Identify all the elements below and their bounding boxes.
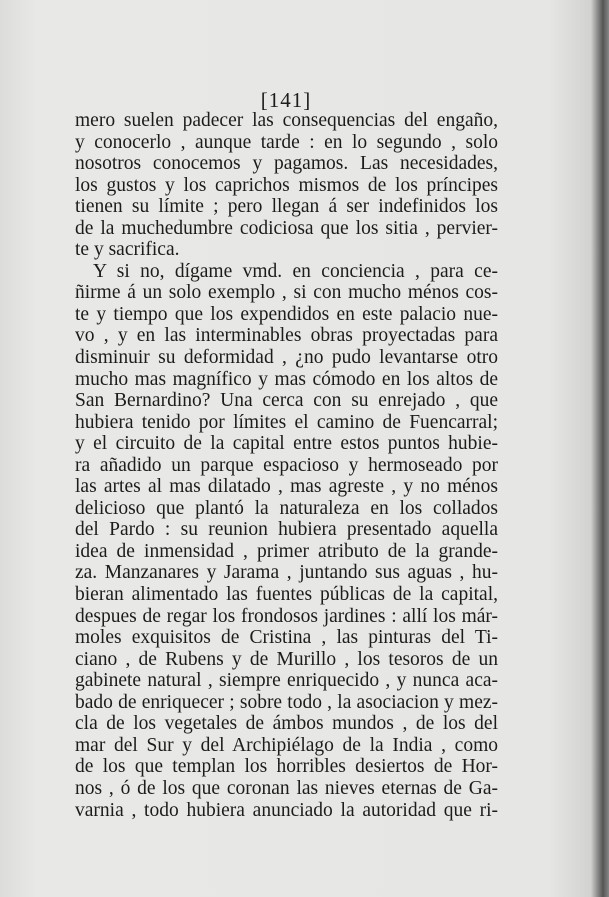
text-line: disminuir su deformidad , ¿no pudo levantarse otro [75, 347, 498, 369]
text-line: te y sacrifica. [75, 239, 180, 261]
text-line: vo , y en las interminables obras proyectadas para [75, 325, 498, 347]
text-line: del Pardo : su reunion hubiera presentado aquella [75, 519, 498, 541]
text-line: despues de regar los frondosos jardines : allí los már- [75, 605, 498, 627]
text-line: za. Manzanares y Jarama , juntando sus aguas , hu- [75, 562, 498, 584]
text-line: te y tiempo que los expendidos en este palacio nue- [75, 303, 498, 325]
text-line: cla de los vegetales de ámbos mundos , de los del [75, 713, 498, 735]
page-body-text [75, 110, 498, 821]
text-line: moles exquisitos de Cristina , las pinturas del Ti- [75, 627, 498, 649]
text-line: y conocerlo , aunque tarde : en lo segundo , solo [75, 131, 498, 153]
text-line: ñirme á un solo exemplo , si con mucho ménos cos- [75, 282, 498, 304]
text-line: tienen su límite ; pero llegan á ser indefinidos los [75, 196, 498, 218]
text-line: de los que templan los horribles desiertos de Hor- [75, 756, 498, 778]
page-number: [141] [260, 88, 312, 112]
text-line: varnia , todo hubiera anunciado la autoridad que ri- [75, 799, 498, 821]
text-line: ciano , de Rubens y de Murillo , los tesoros de un [75, 648, 498, 670]
text-line: mucho mas magnífico y mas cómodo en los altos de [75, 368, 498, 390]
text-line: hubiera tenido por límites el camino de Fuencarral; [75, 411, 498, 433]
text-line: nosotros conocemos y pagamos. Las necesidades, [75, 153, 498, 175]
text-line: Y si no, dígame vmd. en conciencia , para ce- [93, 260, 498, 282]
text-line: San Bernardino? Una cerca con su enrejado , que [75, 390, 498, 412]
text-line: nos , ó de los que coronan las nieves eternas de Ga- [75, 777, 498, 799]
text-line: ra añadido un parque espacioso y hermoseado por [75, 454, 498, 476]
text-line: las artes al mas dilatado , mas agreste , y no ménos [75, 476, 498, 498]
text-line: mar del Sur y del Archipiélago de la India , como [75, 734, 498, 756]
text-line: bieran alimentado las fuentes públicas de la capital, [75, 584, 498, 606]
text-line: de la muchedumbre codiciosa que los sitia , pervier- [75, 217, 498, 239]
text-line: idea de inmensidad , primer atributo de la grande- [75, 540, 498, 562]
text-line: delicioso que plantó la naturaleza en los collados [75, 497, 498, 519]
text-line: los gustos y los caprichos mismos de los príncipes [75, 174, 498, 196]
text-line: y el circuito de la capital entre estos puntos hubie- [75, 433, 498, 455]
text-line: mero suelen padecer las consequencias del engaño, [75, 110, 498, 131]
text-line: bado de enriquecer ; sobre todo , la asociacion y mez- [75, 691, 498, 713]
text-line: gabinete natural , siempre enriquecido , y nunca aca- [75, 670, 498, 692]
